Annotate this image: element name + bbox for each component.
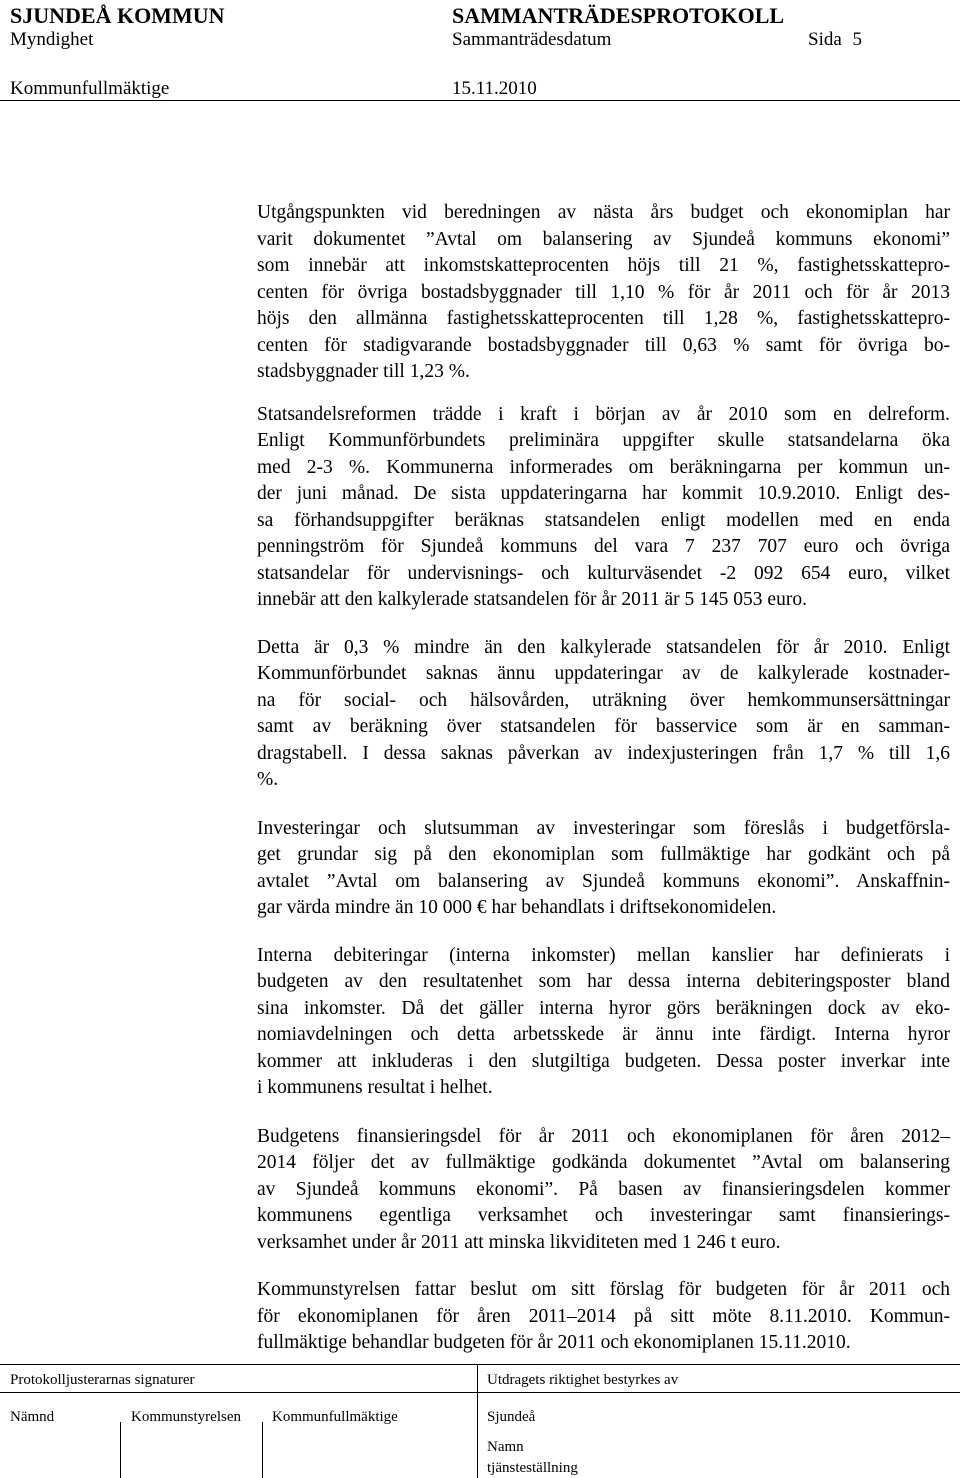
footer-col-rule-2 xyxy=(262,1422,263,1478)
paragraph-line: sina inkomster. Då det gäller interna hyror görs beräkningen dock av eko- xyxy=(257,997,950,1019)
paragraph-line: som innebär att inkomstskatteprocenten höjs till 21 %, fastighetsskattepro- xyxy=(257,255,950,276)
paragraph xyxy=(257,635,950,794)
org-name: SJUNDEÅ KOMMUN xyxy=(10,3,225,28)
paragraph-line: i kommunens resultat i helhet. xyxy=(257,1077,493,1098)
paragraph-line: Kommunförbundet saknas ännu uppdateringar av de kalkylerade kostnader- xyxy=(257,663,950,684)
footer-label-rule xyxy=(0,1392,960,1393)
extract-certified-label: Utdragets riktighet bestyrkes av xyxy=(487,1372,679,1388)
paragraph-line: fullmäktige behandlar budgeten för år 2011 och ekonomiplanen 15.11.2010. xyxy=(257,1332,851,1353)
paragraph xyxy=(257,402,950,614)
paragraph-line: Statsandelsreformen trädde i kraft i början av år 2010 som en delreform. xyxy=(257,403,950,425)
paragraph-line: Enligt Kommunförbundets preliminära uppgifter skulle statsandelarna öka xyxy=(257,430,950,451)
paragraph-line: Interna debiteringar (interna inkomster) mellan kanslier har definierats i xyxy=(257,944,950,966)
date-label: Sammanträdesdatum xyxy=(452,29,612,50)
paragraph-line: statsandelar för undervisnings- och kulturväsendet -2 092 654 euro, vilket xyxy=(257,562,950,584)
authority-label: Myndighet xyxy=(10,29,94,50)
paragraph-line: av Sjundeå kommuns ekonomi”. På basen av finansieringsdelen kommer xyxy=(257,1178,950,1200)
paragraph-line: för ekonomiplanen för åren 2011–2014 på sitt möte 8.11.2010. Kommun- xyxy=(257,1305,950,1327)
paragraph-line: centen för övriga bostadsbyggnader till 1,10 % för år 2011 och för år 2013 xyxy=(257,281,950,303)
paragraph-line: samt av beräkning över statsandelen för basservice som är en samman- xyxy=(257,716,950,737)
paragraph-line: Budgetens finansieringsdel för år 2011 och ekonomiplanen för åren 2012– xyxy=(257,1125,950,1147)
paragraph-line: der juni månad. De sista uppdateringarna har kommit 10.9.2010. Enligt des- xyxy=(257,483,950,504)
header-divider xyxy=(0,100,960,101)
paragraph-line: höjs den allmänna fastighetsskatteprocenten till 1,28 %, fastighetsskattepro- xyxy=(257,308,950,329)
paragraph-line: stadsbyggnader till 1,23 %. xyxy=(257,361,470,382)
footer-top-rule xyxy=(0,1364,960,1365)
authority-name: Kommunfullmäktige xyxy=(10,78,170,99)
certify-name-label: Namn xyxy=(487,1439,524,1455)
paragraph-line: Kommunstyrelsen fattar beslut om sitt förslag för budgeten för år 2011 och xyxy=(257,1279,950,1300)
paragraph-line: gar värda mindre än 10 000 € har behandlats i driftsekonomidelen. xyxy=(257,897,777,918)
certify-place: Sjundeå xyxy=(487,1409,536,1425)
paragraph-line: penningström för Sjundeå kommuns del vara 7 237 707 euro och övriga xyxy=(257,536,950,557)
paragraph-line: get grundar sig på den ekonomiplan som fullmäktige har godkänt och på xyxy=(257,844,950,865)
paragraph-line: Utgångspunkten vid beredningen av nästa års budget och ekonomiplan har xyxy=(257,202,950,223)
paragraph-line: centen för stadigvarande bostadsbyggnader till 0,63 % samt för övriga bo- xyxy=(257,334,950,356)
paragraph-line: Investeringar och slutsumman av investeringar som föreslås i budgetförsla- xyxy=(257,817,950,839)
signatures-label: Protokolljusterarnas signaturer xyxy=(10,1372,195,1388)
signature-col-namnd: Nämnd xyxy=(10,1409,55,1425)
signature-col-kommunstyrelsen: Kommunstyrelsen xyxy=(131,1409,241,1425)
paragraph-line: kommer att inkluderas i den slutgiltiga budgeten. Dessa poster inverkar inte xyxy=(257,1050,950,1072)
paragraph-line: na för social- och hälsovården, uträkning över hemkommunsersättningar xyxy=(257,689,950,711)
paragraph-line: budgeten av den resultatenhet som har dessa interna debiteringsposter bland xyxy=(257,971,950,992)
footer-col-rule-1 xyxy=(120,1422,121,1478)
document-type: SAMMANTRÄDESPROTOKOLL xyxy=(452,3,785,28)
page-label: Sida xyxy=(808,29,842,50)
footer-center-rule xyxy=(477,1364,478,1478)
paragraph xyxy=(257,1277,950,1357)
paragraph-line: innebär att den kalkylerade statsandelen för år 2011 är 5 145 053 euro. xyxy=(257,589,807,610)
paragraph xyxy=(257,943,950,1102)
paragraph-line: avtalet ”Avtal om balansering av Sjundeå kommuns ekonomi”. Anskaffnin- xyxy=(257,870,950,892)
paragraph-line: verksamhet under år 2011 att minska likviditeten med 1 246 t euro. xyxy=(257,1231,781,1253)
page-footer xyxy=(0,1364,960,1478)
paragraph-line: 2014 följer det av fullmäktige godkända dokumentet ”Avtal om balansering xyxy=(257,1152,950,1173)
paragraph-line: nomiavdelningen och detta arbetsskede är ännu inte färdigt. Interna hyror xyxy=(257,1024,950,1045)
page-indicator xyxy=(808,29,862,51)
paragraph-line: sa förhandsuppgifter beräknas statsandelen enligt modellen med en enda xyxy=(257,509,950,531)
paragraph-line: dragstabell. I dessa saknas påverkan av indexjusteringen från 1,7 % till 1,6 xyxy=(257,742,950,764)
document-body xyxy=(257,180,950,1357)
paragraph xyxy=(257,200,950,386)
signature-col-kommunfullmaktige: Kommunfullmäktige xyxy=(272,1409,398,1425)
paragraph-line: Detta är 0,3 % mindre än den kalkylerade statsandelen för år 2010. Enligt xyxy=(257,636,950,658)
paragraph-line: %. xyxy=(257,769,279,790)
certify-title-label: tjänsteställning xyxy=(487,1460,578,1476)
paragraph-line: med 2-3 %. Kommunerna informerades om beräkningarna per kommun un- xyxy=(257,456,950,478)
page-number: 5 xyxy=(852,29,863,50)
paragraph xyxy=(257,816,950,922)
paragraph-line: varit dokumentet ”Avtal om balansering av Sjundeå kommuns ekonomi” xyxy=(257,228,950,250)
paragraph-line: kommunens egentliga verksamhet och investeringar samt finansierings- xyxy=(257,1205,950,1226)
meeting-date: 15.11.2010 xyxy=(452,78,537,99)
paragraph xyxy=(257,1124,950,1257)
